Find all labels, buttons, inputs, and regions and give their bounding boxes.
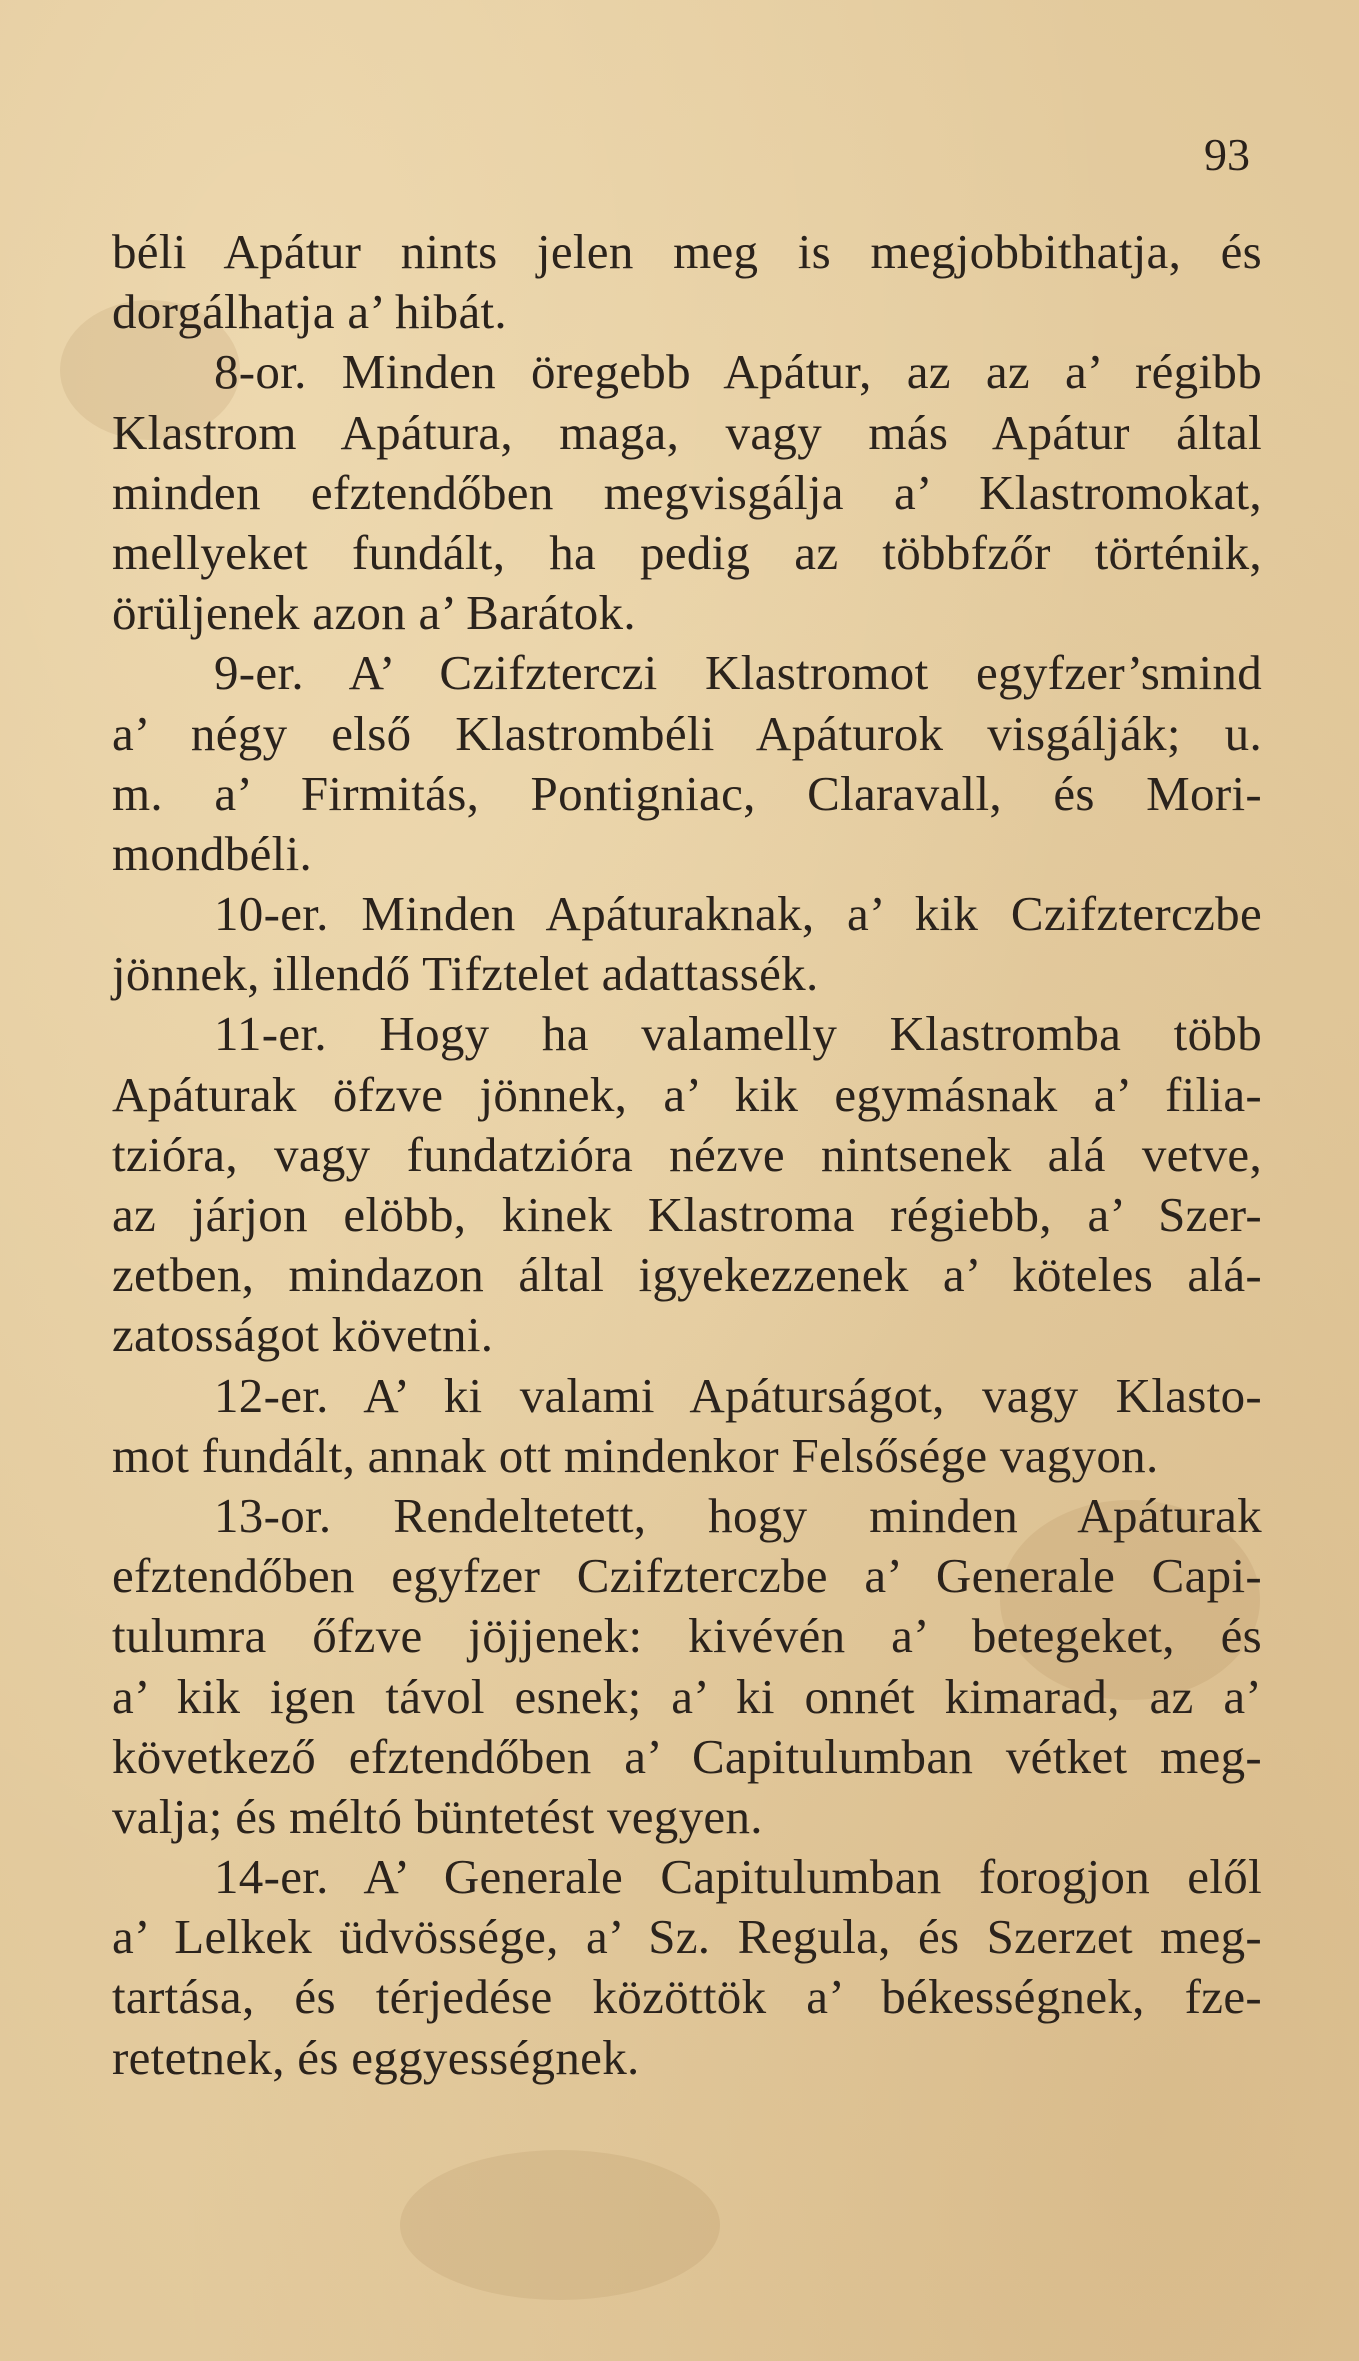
- text-line: minden efztendőben megvisgálja a’ Klastromokat,: [112, 464, 1262, 520]
- page-number: 93: [1204, 129, 1250, 180]
- text-line: efztendőben egyfzer Czifzterczbe a’ Generale Capi-: [112, 1548, 1262, 1604]
- text-line: 13-or. Rendeltetett, hogy minden Apáturak: [214, 1487, 1262, 1543]
- body-text: [112, 222, 1262, 2088]
- text-line: zatosságot követni.: [112, 1307, 494, 1363]
- text-line: 11-er. Hogy ha valamelly Klastromba több: [214, 1006, 1262, 1062]
- text-line: valja; és méltó büntetést vegyen.: [112, 1788, 763, 1844]
- text-line: retetnek, és eggyességnek.: [112, 2029, 640, 2085]
- text-line: a’ kik igen távol esnek; a’ ki onnét kimarad, az a’: [112, 1668, 1262, 1724]
- text-line: tartása, és térjedése közöttök a’ békességnek, fze-: [112, 1969, 1262, 2025]
- text-line: mellyeket fundált, ha pedig az többfzőr történik,: [112, 524, 1262, 580]
- text-line: örüljenek azon a’ Barátok.: [112, 585, 636, 641]
- text-line: Klastrom Apátura, maga, vagy más Apátur által: [112, 404, 1262, 460]
- text-line: Apáturak öfzve jönnek, a’ kik egymásnak a’ filia-: [112, 1066, 1262, 1122]
- text-line: mondbéli.: [112, 825, 313, 881]
- paper-stain: [400, 2150, 720, 2300]
- text-line: dorgálhatja a’ hibát.: [112, 284, 507, 340]
- text-line: tzióra, vagy fundatzióra nézve nintsenek alá vetve,: [112, 1126, 1262, 1182]
- text-line: 14-er. A’ Generale Capitulumban forogjon elől: [214, 1849, 1262, 1905]
- text-line: m. a’ Firmitás, Pontigniac, Claravall, és Mori-: [112, 765, 1262, 821]
- text-line: zetben, mindazon által igyekezzenek a’ köteles alá-: [112, 1247, 1262, 1303]
- text-line: béli Apátur nints jelen meg is megjobbithatja, és: [112, 224, 1262, 279]
- text-line: jönnek, illendő Tifztelet adattassék.: [112, 946, 819, 1002]
- text-line: az járjon elöbb, kinek Klastroma régiebb, a’ Szer-: [112, 1187, 1262, 1242]
- text-line: 9-er. A’ Czifzterczi Klastromot egyfzer’smind: [214, 645, 1262, 701]
- text-line: a’ négy első Klastrombéli Apáturok visgálják; u.: [112, 705, 1262, 761]
- text-line: 12-er. A’ ki valami Apáturságot, vagy Klasto-: [214, 1367, 1262, 1423]
- text-line: mot fundált, annak ott mindenkor Felsősége vagyon.: [112, 1427, 1159, 1483]
- text-line: tulumra őfzve jöjjenek: kivévén a’ betegeket, és: [112, 1608, 1262, 1664]
- text-line: 8-or. Minden öregebb Apátur, az az a’ régibb: [214, 344, 1262, 400]
- text-line: következő efztendőben a’ Capitulumban vétket meg-: [112, 1728, 1262, 1784]
- text-line: 10-er. Minden Apáturaknak, a’ kik Czifzterczbe: [214, 886, 1262, 942]
- text-line: a’ Lelkek üdvössége, a’ Sz. Regula, és Szerzet meg-: [112, 1909, 1262, 1965]
